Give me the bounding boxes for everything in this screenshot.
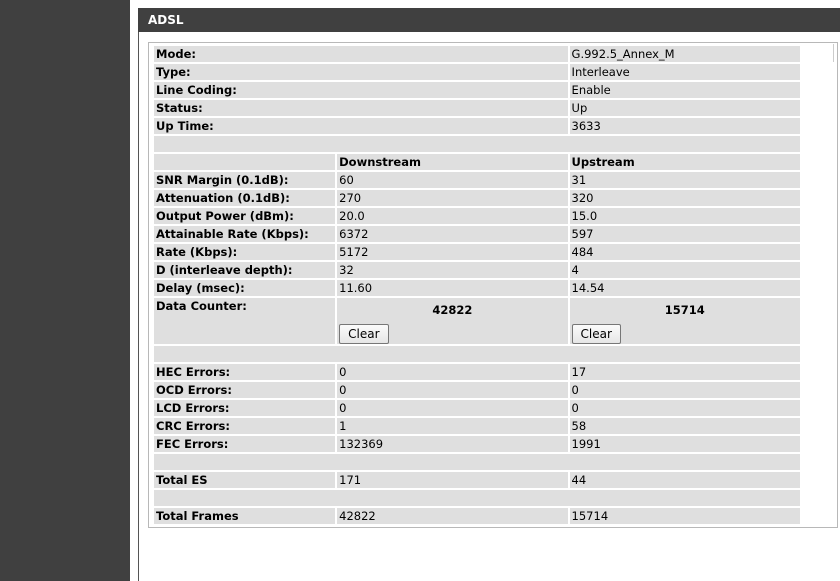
data-counter-row (154, 298, 800, 344)
stat-label: SNR Margin (0.1dB): (154, 172, 335, 188)
stat-up: 15.0 (570, 208, 800, 224)
stat-down: 20.0 (337, 208, 567, 224)
stat-up: 14.54 (570, 280, 800, 296)
stat-up: 4 (570, 262, 800, 278)
error-up: 0 (570, 400, 800, 416)
stat-up: 484 (570, 244, 800, 260)
table-row (154, 100, 800, 116)
adsl-status-table (152, 44, 802, 526)
table-row (154, 244, 800, 260)
data-counter-up-cell (570, 298, 800, 344)
scrollbar[interactable] (833, 44, 838, 62)
stat-label: Output Power (dBm): (154, 208, 335, 224)
total-frames-row (154, 508, 800, 524)
error-down: 132369 (337, 436, 567, 452)
error-up: 58 (570, 418, 800, 434)
table-row (154, 364, 800, 380)
spacer-row (154, 346, 800, 362)
upstream-header: Upstream (570, 154, 800, 170)
data-counter-down-cell (337, 298, 567, 344)
table-row (154, 190, 800, 206)
total-frames-down: 42822 (337, 508, 567, 524)
spacer-cell (154, 136, 800, 152)
stat-label: Attenuation (0.1dB): (154, 190, 335, 206)
stat-down: 6372 (337, 226, 567, 242)
table-row (154, 280, 800, 296)
type-label: Type: (154, 64, 568, 80)
up-time-label: Up Time: (154, 118, 568, 134)
type-value: Interleave (570, 64, 800, 80)
stat-down: 5172 (337, 244, 567, 260)
table-row (154, 262, 800, 278)
stat-down: 32 (337, 262, 567, 278)
total-es-down: 171 (337, 472, 567, 488)
stat-up: 597 (570, 226, 800, 242)
table-row (154, 436, 800, 452)
clear-downstream-button[interactable]: Clear (339, 324, 388, 344)
spacer-cell (154, 490, 800, 506)
spacer-cell (154, 454, 800, 470)
data-counter-down: 42822 (432, 303, 473, 317)
data-counter-label: Data Counter: (154, 298, 335, 344)
spacer-row (154, 490, 800, 506)
line-coding-label: Line Coding: (154, 82, 568, 98)
status-value: Up (570, 100, 800, 116)
adsl-panel (138, 8, 840, 581)
left-sidebar (0, 0, 130, 581)
error-up: 17 (570, 364, 800, 380)
stat-up: 31 (570, 172, 800, 188)
error-label: LCD Errors: (154, 400, 335, 416)
table-row (154, 172, 800, 188)
error-label: FEC Errors: (154, 436, 335, 452)
total-es-label: Total ES (154, 472, 335, 488)
stat-down: 11.60 (337, 280, 567, 296)
column-header-row (154, 154, 800, 170)
table-row (154, 226, 800, 242)
stat-label: Delay (msec): (154, 280, 335, 296)
stat-label: Rate (Kbps): (154, 244, 335, 260)
mode-value: G.992.5_Annex_M (570, 46, 800, 62)
table-row (154, 418, 800, 434)
adsl-table-frame (148, 42, 838, 528)
stat-down: 60 (337, 172, 567, 188)
clear-upstream-button[interactable]: Clear (572, 324, 621, 344)
table-row (154, 46, 800, 62)
total-frames-up: 15714 (570, 508, 800, 524)
error-down: 1 (337, 418, 567, 434)
stat-label: Attainable Rate (Kbps): (154, 226, 335, 242)
up-time-value: 3633 (570, 118, 800, 134)
table-row (154, 400, 800, 416)
table-row (154, 82, 800, 98)
stat-up: 320 (570, 190, 800, 206)
table-row (154, 64, 800, 80)
status-label: Status: (154, 100, 568, 116)
stat-label: D (interleave depth): (154, 262, 335, 278)
header-blank (154, 154, 335, 170)
error-up: 0 (570, 382, 800, 398)
total-es-up: 44 (570, 472, 800, 488)
downstream-header: Downstream (337, 154, 567, 170)
table-row (154, 382, 800, 398)
spacer-cell (154, 346, 800, 362)
spacer-row (154, 136, 800, 152)
spacer-row (154, 454, 800, 470)
total-es-row (154, 472, 800, 488)
error-down: 0 (337, 382, 567, 398)
total-frames-label: Total Frames (154, 508, 335, 524)
table-row (154, 118, 800, 134)
error-down: 0 (337, 400, 567, 416)
panel-title: ADSL (138, 8, 840, 32)
error-down: 0 (337, 364, 567, 380)
error-label: CRC Errors: (154, 418, 335, 434)
error-up: 1991 (570, 436, 800, 452)
error-label: OCD Errors: (154, 382, 335, 398)
mode-label: Mode: (154, 46, 568, 62)
line-coding-value: Enable (570, 82, 800, 98)
panel-body (138, 32, 840, 581)
stat-down: 270 (337, 190, 567, 206)
table-row (154, 208, 800, 224)
error-label: HEC Errors: (154, 364, 335, 380)
data-counter-up: 15714 (664, 303, 705, 317)
